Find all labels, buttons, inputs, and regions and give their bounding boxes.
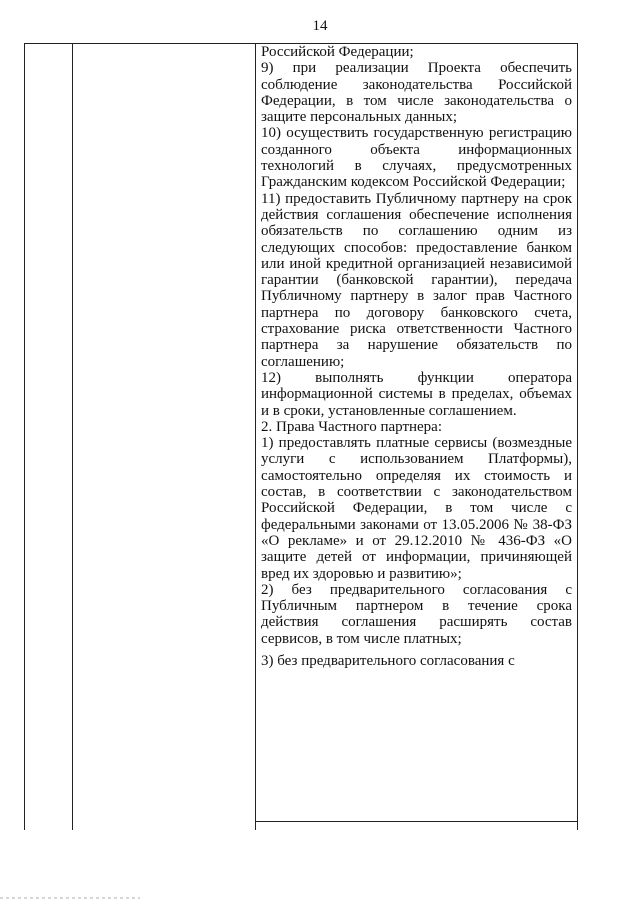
table-cell-text [261,44,572,669]
paragraph: 2) без предварительного согласования с Публичным партнером в течение срока действия соглашения расширять состав сервисов, в том числе платных; [261,581,572,647]
column-divider-1 [72,44,73,830]
paragraph: 11) предоставить Публичному партнеру на срок действия соглашения обеспечение исполнения обязательств по соглашению одним из следующих способов: предоставление банком или иной кредитной организацией независимой гарантии (банковской гарантии), передача Публичному партнеру в залог прав Частного партнера по договору банковского счета, страхование риска ответственности Частного партнера за нарушение обязательств по соглашению; [261,190,572,370]
page-number: 14 [312,18,328,34]
paragraph: 9) при реализации Проекта обеспечить соблюдение законодательства Российской Федерации, в том числе законодательства о защите персональных данных; [261,60,572,126]
row-divider [255,821,577,822]
paragraph: 10) осуществить государственную регистрацию созданного объекта информационных технологий в случаях, предусмотренных Гражданским кодексом Российской Федерации; [261,125,572,191]
scan-artifact [0,897,140,899]
column-divider-2 [255,44,256,830]
paragraph: 2. Права Частного партнера: [261,418,443,435]
paragraph: Российской Федерации; [261,44,414,60]
paragraph: 12) выполнять функции оператора информационной системы в пределах, объемах и в сроки, установленные соглашением. [261,369,572,419]
paragraph: 3) без предварительного согласования с [261,652,515,669]
paragraph: 1) предоставлять платные сервисы (возмездные услуги с использованием Платформы), самостоятельно определяя их стоимость и состав, в соответствии с законодательством Российской Федерации, в том числе с федеральными законами от 13.05.2006 № 38-ФЗ «О рекламе» и от 29.12.2010 № 436-ФЗ «О защите детей от информации, причиняющей вред их здоровью и развитию»; [261,435,572,582]
